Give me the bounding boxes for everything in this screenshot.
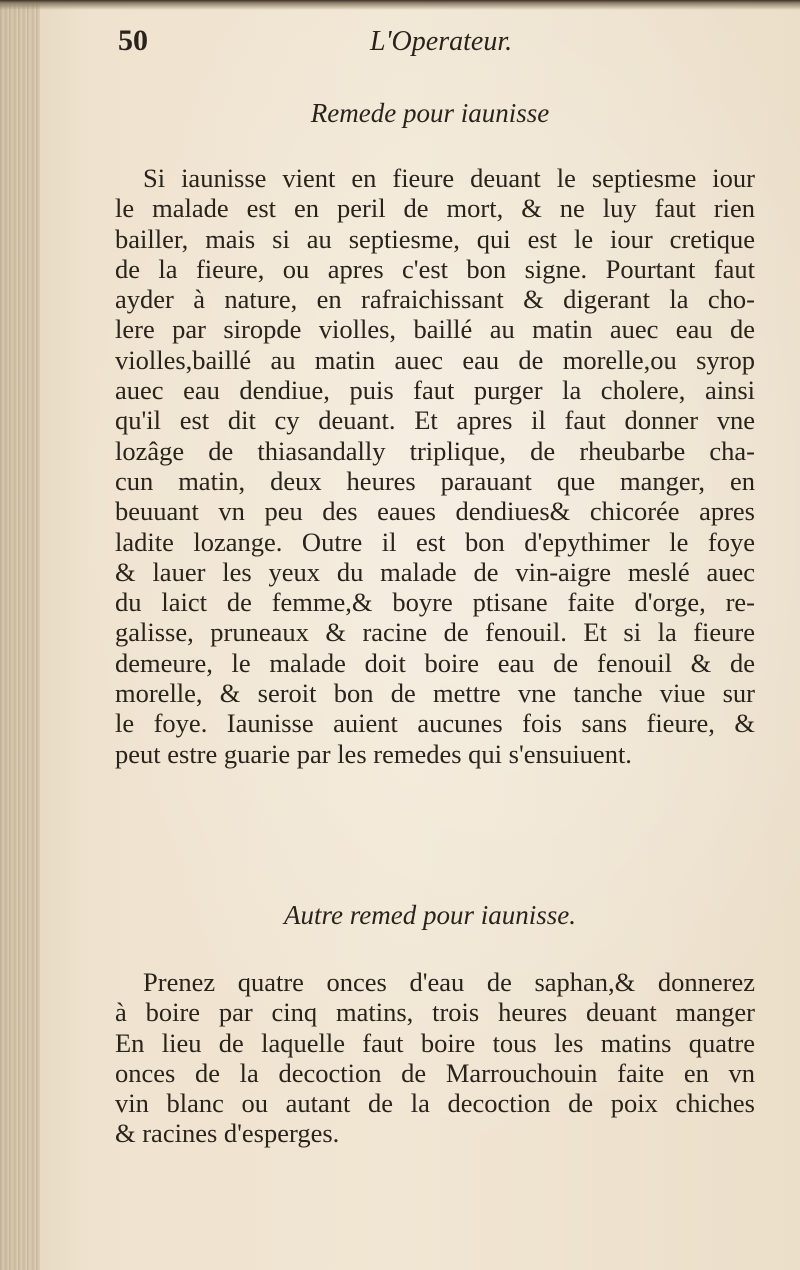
text-line: demeure, le malade doit boire eau de fenouil & de xyxy=(115,647,755,678)
text-line: & racines d'esperges. xyxy=(115,1118,340,1149)
text-line: onces de la decoction de Marrouchouin faite en vn xyxy=(115,1057,755,1088)
text-line: le malade est en peril de mort, & ne luy faut rien xyxy=(115,193,755,224)
text-line: ayder à nature, en rafraichissant & digerant la cho- xyxy=(115,284,755,315)
section-heading: Autre remed pour iaunisse. xyxy=(284,900,576,930)
page-header xyxy=(100,22,760,62)
text-line: peut estre guarie par les remedes qui s'ensuiuent. xyxy=(115,738,632,769)
running-title: L'Operateur. xyxy=(370,26,513,57)
text-line: beuuant vn peu des eaues dendiues& chicorée apres xyxy=(115,496,755,527)
text-line: du laict de femme,& boyre ptisane faite d'orge, re- xyxy=(115,587,755,618)
text-line: ladite lozange. Outre il est bon d'epythimer le foye xyxy=(115,526,755,557)
text-line: qu'il est dit cy deuant. Et apres il faut donner vne xyxy=(115,405,755,436)
section-body xyxy=(115,967,755,1149)
text-line: galisse, pruneaux & racine de fenouil. Et si la fieure xyxy=(115,617,755,648)
text-line: lozâge de thiasandally triplique, de rheubarbe cha- xyxy=(115,435,755,466)
text-line: En lieu de laquelle faut boire tous les matins quatre xyxy=(115,1027,755,1058)
text-line: lere par siropde violles, baillé au matin auec eau de xyxy=(115,314,755,345)
text-line: à boire par cinq matins, trois heures deuant manger xyxy=(115,997,755,1028)
text-line: auec eau dendiue, puis faut purger la cholere, ainsi xyxy=(115,375,755,406)
text-line: le foye. Iaunisse auient aucunes fois sans fieure, & xyxy=(115,708,755,739)
text-line: Si iaunisse vient en fieure deuant le septiesme iour xyxy=(143,163,755,193)
section-heading: Remede pour iaunisse xyxy=(310,98,550,128)
page-number: 50 xyxy=(118,24,148,57)
text-line: de la fieure, ou apres c'est bon signe. Pourtant faut xyxy=(115,253,755,284)
text-line: & lauer les yeux du malade de vin-aigre meslé auec xyxy=(115,556,755,587)
text-line: violles,baillé au matin auec eau de morelle,ou syrop xyxy=(115,344,755,375)
binding-gutter xyxy=(0,0,40,1270)
text-line: cun matin, deux heures parauant que manger, en xyxy=(115,465,755,496)
text-line: morelle, & seroit bon de mettre vne tanche viue sur xyxy=(115,678,755,709)
page-top-edge xyxy=(0,0,800,10)
text-line: bailler, mais si au septiesme, qui est le iour cretique xyxy=(115,223,755,254)
section-body xyxy=(115,163,755,769)
text-line: Prenez quatre onces d'eau de saphan,& donnerez xyxy=(143,967,755,997)
text-line: vin blanc ou autant de la decoction de poix chiches xyxy=(115,1088,755,1119)
